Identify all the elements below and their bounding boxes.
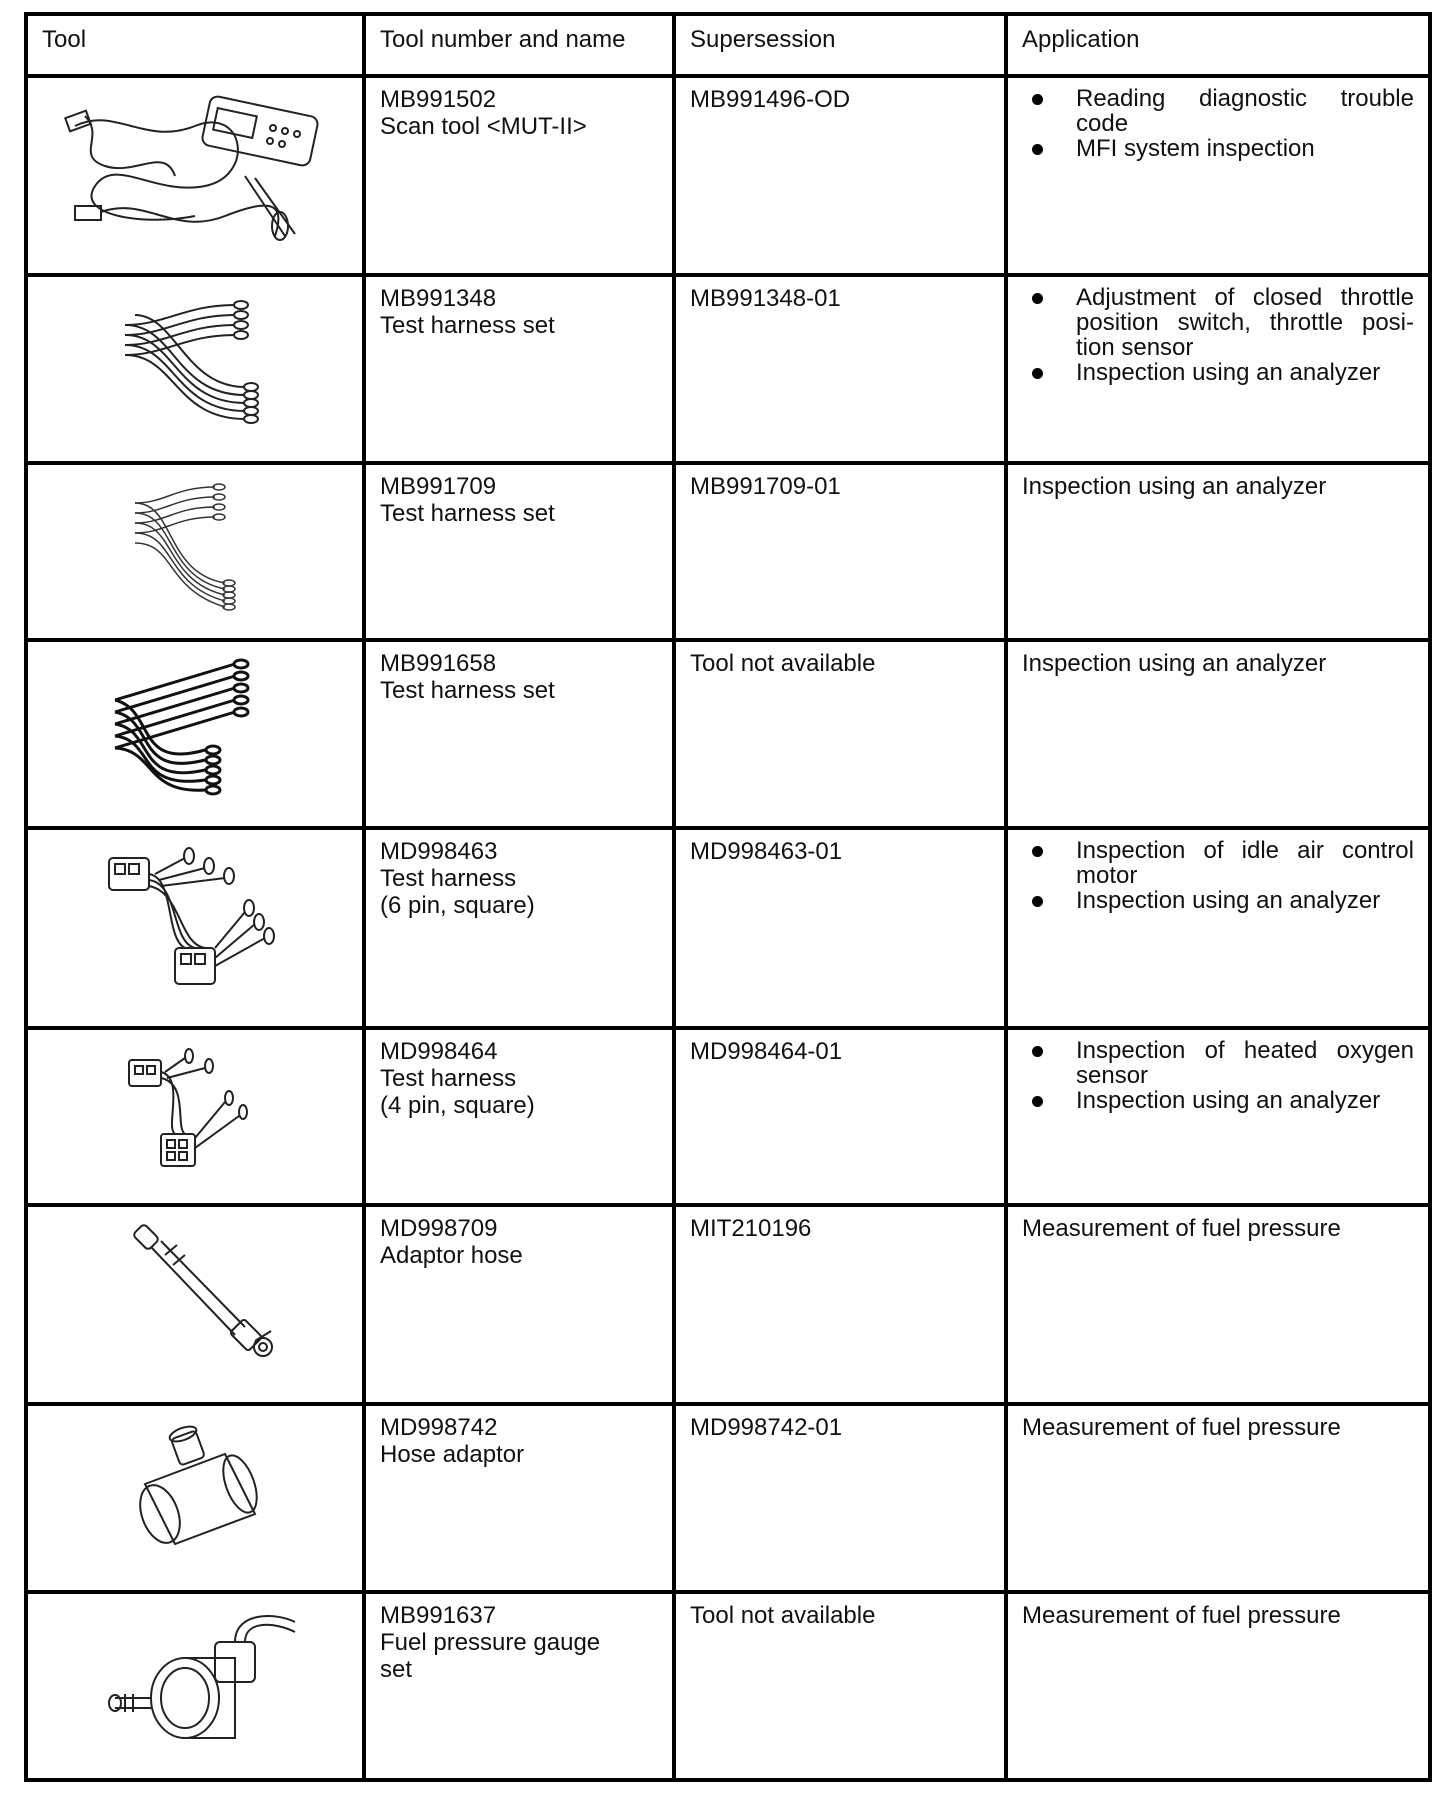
tool-number: MB991348: [380, 285, 497, 313]
test-harness-illustration: [95, 285, 295, 435]
tool-image-cell: [28, 1030, 362, 1203]
supersession-cell: Tool not available: [676, 642, 1004, 826]
application-text: Inspection using an analyzer: [1022, 650, 1327, 678]
application-item: Inspection using an analyzer: [1022, 360, 1414, 385]
application-cell: [1008, 830, 1428, 1025]
application-text: Measurement of fuel pressure: [1022, 1214, 1341, 1242]
tool-name: Test harness set: [380, 500, 555, 528]
bullet-icon: [1032, 94, 1043, 105]
header-row: [28, 16, 1428, 74]
application-cell: [1008, 1030, 1428, 1203]
tool-name-cont: set: [380, 1655, 413, 1683]
tool-name-detail: (4 pin, square): [380, 1091, 535, 1119]
tool-number: MB991709: [380, 473, 497, 501]
application-cell: [1008, 642, 1428, 826]
tool-name: Test harness set: [380, 677, 555, 705]
tool-number-name-cell: [366, 1030, 672, 1203]
table-row: [28, 78, 1428, 273]
application-item: Inspection using an analyzer: [1022, 1088, 1414, 1113]
header-tool: Tool: [28, 16, 362, 74]
supersession-cell: MIT210196: [676, 1207, 1004, 1402]
supersession-cell: Tool not available: [676, 1594, 1004, 1778]
application-item: Adjustment of closed throttle position switch, throttle posi-tion sensor: [1022, 285, 1414, 360]
tool-image-cell: [28, 1207, 362, 1402]
tool-number: MD998709: [380, 1214, 498, 1242]
tool-number: MD998742: [380, 1413, 498, 1441]
bullet-icon: [1032, 293, 1043, 304]
tool-name: Hose adaptor: [380, 1440, 525, 1468]
fuel-pressure-gauge-illustration: [85, 1602, 305, 1752]
application-cell: [1008, 1207, 1428, 1402]
application-item: Reading diagnostic trouble code: [1022, 86, 1414, 136]
table-row: [28, 1406, 1428, 1590]
tool-number: MD998464: [380, 1037, 498, 1065]
hose-adaptor-illustration: [105, 1414, 285, 1564]
application-cell: [1008, 1594, 1428, 1778]
adaptor-hose-illustration: [95, 1215, 295, 1375]
application-cell: [1008, 465, 1428, 638]
supersession-cell: MD998464-01: [676, 1030, 1004, 1203]
bullet-icon: [1032, 1046, 1043, 1057]
table-row: [28, 277, 1428, 461]
bullet-icon: [1032, 1096, 1043, 1107]
tool-image-cell: [28, 1594, 362, 1778]
bullet-icon: [1032, 846, 1043, 857]
tool-number-name-cell: [366, 642, 672, 826]
application-item: Inspection of heated oxygen sensor: [1022, 1038, 1414, 1088]
table-row: [28, 642, 1428, 826]
tool-image-cell: [28, 465, 362, 638]
tool-name: Adaptor hose: [380, 1241, 523, 1269]
header-tool-number-name: Tool number and name: [366, 16, 672, 74]
tool-name-detail: (6 pin, square): [380, 892, 535, 920]
test-harness-illustration: [95, 650, 295, 800]
tool-number-name-cell: [366, 277, 672, 461]
test-harness-4pin-illustration: [115, 1038, 275, 1178]
supersession-cell: MB991709-01: [676, 465, 1004, 638]
table-row: [28, 1207, 1428, 1402]
bullet-icon: [1032, 896, 1043, 907]
table-row: [28, 830, 1428, 1025]
tool-name: Fuel pressure gauge: [380, 1628, 601, 1656]
tool-name: Scan tool <MUT-II>: [380, 113, 587, 140]
tool-image-cell: [28, 642, 362, 826]
test-harness-illustration: [115, 473, 275, 613]
bullet-icon: [1032, 144, 1043, 155]
tool-name: Test harness: [380, 1064, 517, 1092]
supersession-cell: MB991496-OD: [676, 78, 1004, 273]
application-cell: [1008, 78, 1428, 273]
test-harness-6pin-illustration: [95, 838, 295, 998]
supersession-cell: MB991348-01: [676, 277, 1004, 461]
tool-image-cell: [28, 277, 362, 461]
table-row: [28, 1594, 1428, 1778]
tool-image-cell: [28, 1406, 362, 1590]
tool-number-name-cell: [366, 465, 672, 638]
tool-number: MD998463: [380, 838, 498, 866]
table-row: [28, 465, 1428, 638]
tool-number-name-cell: [366, 1207, 672, 1402]
header-supersession: Supersession: [676, 16, 1004, 74]
application-text: Measurement of fuel pressure: [1022, 1601, 1341, 1629]
application-item: Inspection using an analyzer: [1022, 888, 1414, 913]
application-item: MFI system inspection: [1022, 136, 1414, 161]
supersession-cell: MD998463-01: [676, 830, 1004, 1025]
tool-number-name-cell: [366, 1406, 672, 1590]
header-application: Application: [1008, 16, 1428, 74]
tool-number-name-cell: [366, 78, 672, 273]
tool-name: Test harness set: [380, 312, 555, 340]
table-row: [28, 1030, 1428, 1203]
application-item: Inspection of idle air control motor: [1022, 838, 1414, 888]
application-text: Inspection using an analyzer: [1022, 473, 1327, 501]
tool-number-name-cell: [366, 1594, 672, 1778]
application-cell: [1008, 1406, 1428, 1590]
application-text: Measurement of fuel pressure: [1022, 1413, 1341, 1441]
tool-number-name-cell: [366, 830, 672, 1025]
tool-number: MB991658: [380, 650, 497, 678]
special-tools-table: [24, 12, 1432, 1782]
scan-tool-illustration: [55, 86, 335, 246]
tool-name: Test harness: [380, 865, 517, 893]
tool-number: MB991502: [380, 86, 497, 113]
bullet-icon: [1032, 368, 1043, 379]
application-cell: [1008, 277, 1428, 461]
tool-image-cell: [28, 830, 362, 1025]
tool-image-cell: [28, 78, 362, 273]
supersession-cell: MD998742-01: [676, 1406, 1004, 1590]
tool-number: MB991637: [380, 1601, 497, 1629]
